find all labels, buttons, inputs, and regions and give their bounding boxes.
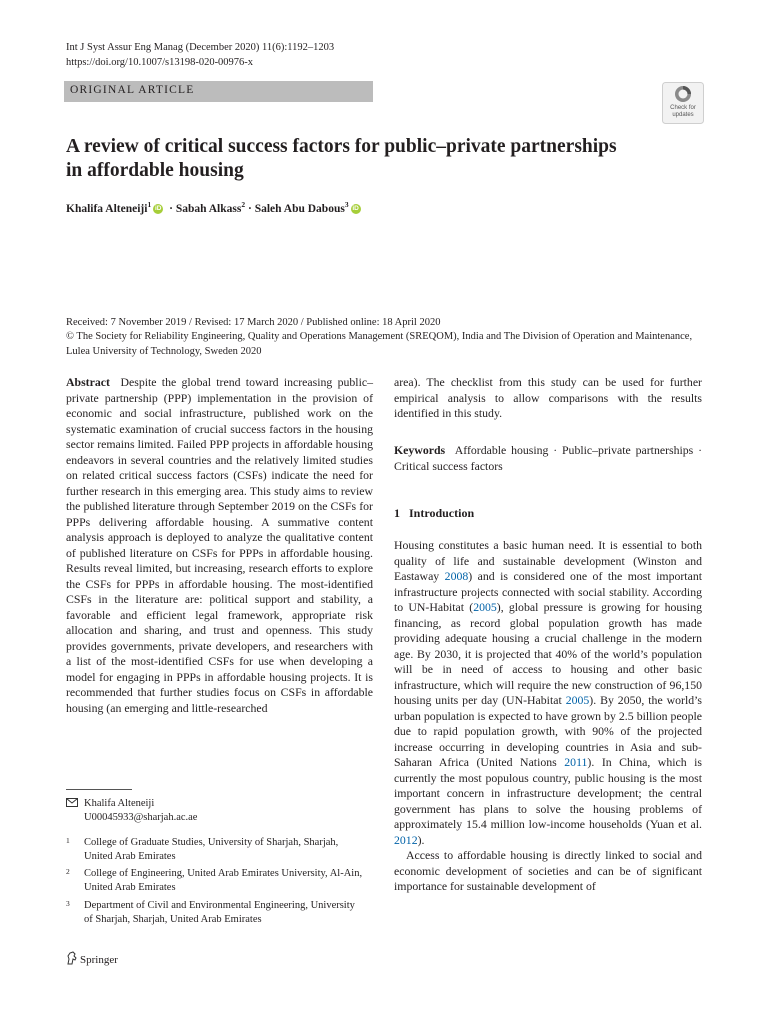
- footnote-divider: [66, 789, 132, 790]
- article-title: A review of critical success factors for public–private partnerships in affordable housing: [66, 136, 617, 181]
- badge-label: Check for updates: [670, 105, 696, 118]
- citation-link[interactable]: 2012: [394, 832, 418, 847]
- citation-link[interactable]: 2005: [473, 600, 497, 614]
- keywords-text: Affordable housing · Public–private partnerships · Critical success factors: [394, 443, 702, 473]
- correspondence-email[interactable]: U00045933@sharjah.ac.ae: [84, 812, 198, 823]
- paragraph: Housing constitutes a basic human need. It is essential to both quality of life and sustainable development (Winston and Eastaway 2008) and is considered one of the most important infrastructure projects connected with social stability. According to UN-Habitat (2005), global pressure is growing for housing financing, as record global population growth has made providing adequate housing a crucial challenge in the modern age. By 2030, it is projected that 40% of the world’s population will be in need of access to housing and other basic infrastructure, which will require the new construction of 96,150 housing units per day (UN-Habitat 2005). By 2050, the world’s urban population is expected to have grown by 2.5 billion people due to rapid population growth, with 90% of the projected increase occurring in developing countries in Asia and sub-Saharan Africa (United Nations 2011). In China, which is currently the most populous country, public housing is the most important concern in infrastructure development; the central government has plans to solve the housing problems of approximately 15.4 million low-income households (Yuan et al. 2012).: [394, 538, 703, 847]
- affiliation: 1 College of Graduate Studies, University of Sharjah, Sharjah, United Arab Emirates: [66, 836, 339, 862]
- author-name[interactable]: Saleh Abu Dabous: [254, 202, 345, 215]
- abstract-label: Abstract: [66, 375, 110, 389]
- citation-link[interactable]: 2011: [564, 755, 588, 769]
- envelope-icon: [66, 798, 78, 807]
- abstract-text: Despite the global trend toward increasing public–private partnership (PPP) implementation in the provision of economic and social infrastructure, published work on the systematic examination of crucial success factors in the housing sector remains limited. Failed PPP projects in affordable housing endeavors in several countries and the relatively limited studies on related critical success factors (CSFs) indicate the need for further research in this emerging area. This study aims to review the published literature through September 2019 on the CSFs for PPPs delivering affordable housing. A summative content analysis approach is deployed to analyze the qualitative content of published literature on CSFs for PPPs in affordable housing. Results reveal limited, but increasing, research efforts to explore the CSFs for PPPs in affordable housing. The most-identified CSFs in the literature are: political support and stability, a favorable and efficient legal framework, appropriate risk allocation and sharing, and trust and openness. This study provides governments, private developers, and researchers with a list of the most-identified CSFs for use when developing a model for engaging in PPPs in affordable housing projects. It is recommended that further studies focus on CSFs in affordable housing (an emerging and little-researched: [66, 375, 373, 715]
- abstract-continuation: area). The checklist from this study can be used for further empirical analysis to allow comparisons with the results identified in this study.: [394, 375, 702, 420]
- keywords-label: Keywords: [394, 443, 446, 457]
- doi-link[interactable]: https://doi.org/10.1007/s13198-020-00976-x: [66, 57, 254, 68]
- article-type-label: ORIGINAL ARTICLE: [70, 84, 195, 96]
- publisher-name: Springer: [80, 954, 118, 966]
- journal-citation: Int J Syst Assur Eng Manag (December 2020) 11(6):1192–1203: [66, 42, 335, 53]
- citation-link[interactable]: 2005: [565, 693, 590, 707]
- article-type-bar: [64, 81, 373, 102]
- check-for-updates-badge[interactable]: [662, 82, 704, 124]
- keywords: [394, 443, 702, 474]
- affiliation: 3 Department of Civil and Environmental Engineering, University of Sharjah, Sharjah, United Arab Emirates: [66, 899, 355, 925]
- author-separator: ·: [245, 202, 255, 215]
- orcid-icon[interactable]: iD: [154, 205, 162, 213]
- author-name[interactable]: Sabah Alkass: [175, 202, 242, 215]
- introduction-body: [394, 538, 702, 895]
- abstract: [66, 375, 373, 716]
- copyright-notice: © The Society for Reliability Engineering, Quality and Operations Management (SREQOM), India and The Division of Operation and Maintenance, Lulea University of Technology, Sweden 2020: [66, 331, 693, 357]
- correspondence: [66, 797, 197, 825]
- springer-horse-icon: [66, 951, 78, 965]
- paragraph: Access to affordable housing is directly linked to social and economic development of societies and can be of significant importance for sustainable development of: [394, 848, 702, 893]
- author-list: Khalifa Alteneiji$^1$ iD · Sabah Alkass$^2$ · Saleh Abu Dabous$^3$ iD: [66, 200, 359, 215]
- affiliation: 2 College of Engineering, United Arab Emirates University, Al-Ain, United Arab Emirates: [66, 867, 363, 893]
- orcid-icon[interactable]: iD: [352, 205, 359, 213]
- publication-info: [66, 316, 706, 359]
- journal-header: [66, 40, 334, 70]
- section-heading: 1 Introduction: [394, 506, 475, 520]
- author-separator: ·: [166, 202, 176, 215]
- author-name[interactable]: Khalifa Alteneiji: [66, 202, 148, 215]
- correspondence-name: Khalifa Alteneiji: [84, 798, 155, 809]
- history-dates: Received: 7 November 2019 / Revised: 17 March 2020 / Published online: 18 April 2020: [66, 317, 441, 328]
- publisher-logo: [66, 951, 118, 966]
- citation-link[interactable]: 2008: [444, 569, 469, 583]
